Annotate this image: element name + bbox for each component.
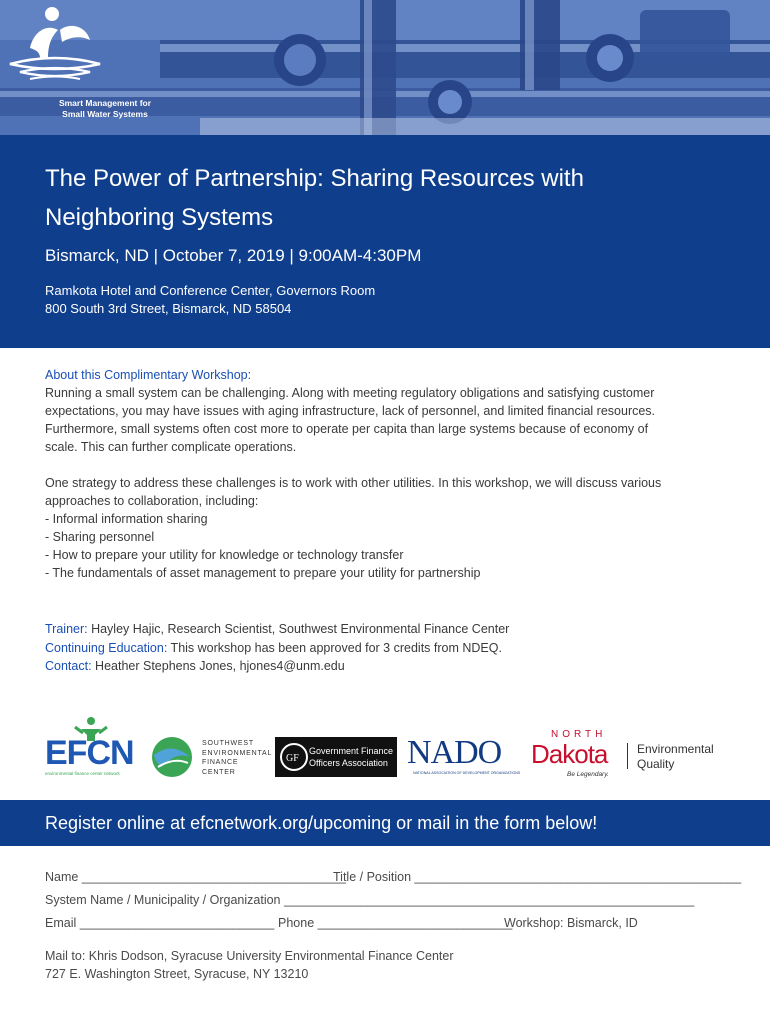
header-photo-banner (0, 0, 770, 135)
nado-subtitle: NATIONAL ASSOCIATION OF DEVELOPMENT ORGANIZATIONS (413, 771, 521, 775)
about-section (45, 366, 725, 582)
efcn-logo (45, 715, 135, 781)
swefc-wordmark (202, 739, 272, 777)
register-banner: Register online at efcnetwork.org/upcoming or mail in the form below! (0, 800, 770, 846)
form-row (45, 912, 735, 935)
system-name-field: System Name / Municipality / Organization ___________________________________________________________ (45, 893, 695, 907)
about-p1-line: Furthermore, small systems often cost more to operate per capita than large systems because of economy of (45, 422, 649, 436)
venue-name: Ramkota Hotel and Conference Center, Governors Room (45, 283, 376, 298)
swefc-line: SOUTHWEST (202, 740, 254, 747)
nd-north: NORTH (551, 729, 607, 740)
title-position-field: Title / Position _______________________________________________ (333, 870, 742, 884)
form-row (45, 866, 742, 889)
registration-form (45, 866, 742, 935)
continuing-education-value: This workshop has been approved for 3 credits from NDEQ. (167, 640, 502, 655)
list-item: - The fundamentals of asset management to prepare your utility for partnership (45, 566, 481, 580)
title-banner (0, 135, 770, 348)
event-title: The Power of Partnership: Sharing Resources with Neighboring Systems (45, 165, 584, 231)
mailing-address (45, 947, 725, 983)
event-venue (45, 282, 725, 318)
mail-to-line: Mail to: Khris Dodson, Syracuse University Environmental Finance Center (45, 949, 454, 963)
about-p2-line: One strategy to address these challenges is to work with other utilities. In this workshop, we will discuss various (45, 476, 662, 490)
gfoa-logo (275, 737, 397, 777)
nd-dakota: Dakota (531, 739, 608, 769)
about-p1-line: expectations, you may have issues with aging infrastructure, lack of personnel, and limited financial resources. (45, 404, 656, 418)
name-field: Name ______________________________________ (45, 870, 346, 884)
gfoa-wordmark (309, 745, 393, 769)
list-item: - How to prepare your utility for knowledge or technology transfer (45, 548, 404, 562)
nd-dept-line: Quality (637, 757, 675, 771)
smart-management-logo (0, 0, 120, 110)
trainer-value: Hayley Hajic, Research Scientist, Southwest Environmental Finance Center (87, 622, 510, 636)
about-paragraph-2 (45, 474, 725, 582)
workshop-details (45, 620, 725, 676)
continuing-education-row (45, 639, 725, 658)
trainer-row (45, 620, 725, 639)
contact-row (45, 657, 725, 676)
event-date-location: Bismarck, ND | October 7, 2019 | 9:00AM-4:30PM (45, 246, 422, 265)
brand-tagline-line2: Small Water Systems (62, 109, 148, 119)
nado-wordmark: NADO (407, 734, 502, 771)
form-row (45, 889, 735, 912)
brand-tagline-line1: Smart Management for (58, 98, 152, 108)
email-field: Email ____________________________ (45, 916, 275, 930)
nado-logo (407, 735, 519, 779)
about-p2-line: approaches to collaboration, including: (45, 494, 259, 508)
partner-logos (45, 715, 735, 790)
contact-value: Heather Stephens Jones, hjones4@unm.edu (91, 659, 345, 673)
efcn-subtitle: environmental finance center network (45, 771, 120, 776)
contact-label: Contact: (45, 659, 92, 673)
venue-address: 800 South 3rd Street, Bismarck, ND 58504 (45, 301, 292, 316)
swefc-line: FINANCE CENTER (202, 759, 239, 776)
about-p1-line: Running a small system can be challenging. Along with meeting regulatory obligations and satisfying customer (45, 386, 655, 400)
list-item: - Sharing personnel (45, 530, 155, 544)
mail-address-line: 727 E. Washington Street, Syracuse, NY 13210 (45, 967, 309, 981)
about-heading: About this Complimentary Workshop: (45, 368, 252, 382)
list-item: - Informal information sharing (45, 512, 208, 526)
about-paragraph-1 (45, 384, 725, 456)
nd-dept-line: Environmental (637, 742, 714, 756)
nd-divider (627, 743, 628, 769)
brand-tagline (40, 98, 170, 120)
svg-text:GF: GF (286, 753, 299, 764)
gfoa-line: Government Finance (309, 746, 394, 756)
gfoa-line: Officers Association (309, 758, 388, 768)
phone-field: Phone ____________________________ (278, 916, 513, 930)
workshop-field: Workshop: Bismarck, ID (504, 916, 638, 930)
nd-tagline: Be Legendary. (567, 771, 609, 778)
swefc-line: ENVIRONMENTAL (202, 749, 273, 757)
trainer-label: Trainer: (45, 622, 88, 636)
efcn-wordmark: EFCN (45, 734, 134, 772)
nd-department (637, 742, 714, 772)
continuing-education-label: Continuing Education: (45, 640, 168, 655)
north-dakota-deq-logo (531, 729, 731, 789)
about-p1-line: scale. This can further complicate operations. (45, 440, 297, 454)
swefc-logo (148, 733, 273, 781)
